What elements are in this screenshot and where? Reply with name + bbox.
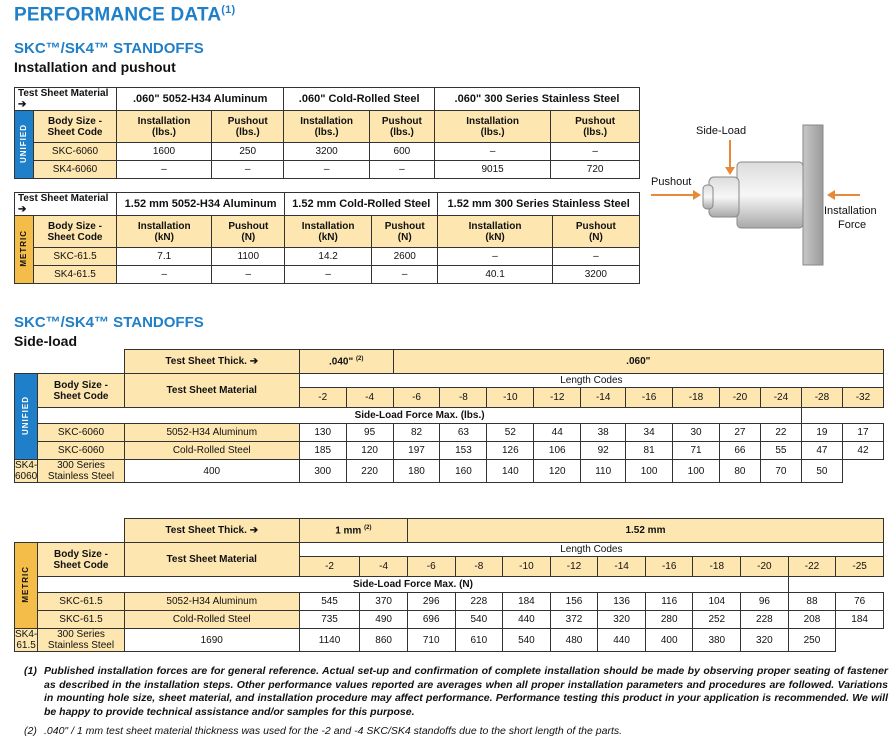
cell: – <box>551 143 640 161</box>
length-code: -8 <box>440 388 487 408</box>
cell: 440 <box>503 611 551 629</box>
cell: 1600 <box>117 143 212 161</box>
length-code: -16 <box>626 388 673 408</box>
thickness-label: Test Sheet Thick. ➔ <box>124 350 299 374</box>
length-code: -16 <box>645 557 693 577</box>
cell: 55 <box>760 442 801 460</box>
row-code: SKC-6060 <box>34 143 117 161</box>
row-code: SK4-6060 <box>34 161 117 179</box>
side-load-table-unified <box>14 349 884 483</box>
body-size-label: Body Size - Sheet Code <box>34 111 117 143</box>
cell: 1140 <box>299 629 360 652</box>
cell: 63 <box>440 424 487 442</box>
material-header: 1.52 mm Cold-Rolled Steel <box>285 193 438 216</box>
cell: 96 <box>741 593 789 611</box>
footnote-2: (2) .040" / 1 mm test sheet material thickness was used for the -2 and -4 SKC/SK4 standoffs due to the short length of the parts. <box>24 725 623 737</box>
cell: – <box>117 161 212 179</box>
col-header: Installation (lbs.) <box>284 111 369 143</box>
length-codes-label: Length Codes <box>299 374 883 388</box>
cell: – <box>284 161 369 179</box>
metric-side-label: METRIC <box>15 543 38 629</box>
cell: 130 <box>299 424 346 442</box>
body-size-label: Body Size - Sheet Code <box>34 216 117 248</box>
cell: 126 <box>487 442 534 460</box>
cell: 160 <box>440 460 487 483</box>
cell: 95 <box>346 424 393 442</box>
length-code: -20 <box>741 557 789 577</box>
length-code: -12 <box>550 557 598 577</box>
metric-side-label: METRIC <box>15 216 34 284</box>
cell: 400 <box>124 460 299 483</box>
cell: 153 <box>440 442 487 460</box>
cell: 545 <box>299 593 360 611</box>
thickness-b: 1.52 mm <box>407 519 883 543</box>
cell: 80 <box>719 460 760 483</box>
cell: 7.1 <box>117 248 212 266</box>
cell: 50 <box>801 460 842 483</box>
cell: – <box>552 248 639 266</box>
cell: 136 <box>598 593 646 611</box>
cell: 696 <box>407 611 455 629</box>
cell: 40.1 <box>438 266 552 284</box>
body-size-label: Body Size - Sheet Code <box>38 374 125 408</box>
cell: – <box>212 266 285 284</box>
cell: 92 <box>581 442 626 460</box>
material-header: .060" Cold-Rolled Steel <box>284 88 435 111</box>
cell: 228 <box>455 593 503 611</box>
side-load-table-metric <box>14 518 884 652</box>
pushout-label: Pushout <box>651 176 692 188</box>
cell: 184 <box>503 593 551 611</box>
row-material: 300 Series Stainless Steel <box>38 460 125 483</box>
material-header: 1.52 mm 5052-H34 Aluminum <box>117 193 285 216</box>
length-code: -25 <box>836 557 884 577</box>
table-row <box>15 460 884 483</box>
cell: 66 <box>719 442 760 460</box>
cell: 228 <box>741 611 789 629</box>
row-code: SKC-61.5 <box>38 611 125 629</box>
col-header: Pushout (lbs.) <box>551 111 640 143</box>
row-material: 300 Series Stainless Steel <box>38 629 125 652</box>
cell: 208 <box>788 611 836 629</box>
length-codes-label: Length Codes <box>299 543 883 557</box>
length-code: -4 <box>360 557 408 577</box>
test-material-label: Test Sheet Material ➔ <box>15 193 117 216</box>
cell: 52 <box>487 424 534 442</box>
footnote-1: (1) Published installation forces are for general reference. Actual set-up and confirmation of complete installation should be made by observing proper seating of fastener as described in the installation steps. Other performance values reported are averages when all proper installation parameters and procedures are followed. Variations in mounting hole size, sheet material, and installation procedure may affect performance. Performance testing this product in your application is recommended. We will be happy to provide technical assistance and/or samples for this purpose. <box>24 665 888 718</box>
cell: 17 <box>842 424 883 442</box>
row-code: SKC-6060 <box>38 424 125 442</box>
cell: 1690 <box>124 629 299 652</box>
cell: 88 <box>788 593 836 611</box>
cell: 140 <box>487 460 534 483</box>
length-code: -2 <box>299 388 346 408</box>
col-header: Pushout (N) <box>552 216 639 248</box>
force-label: Side-Load Force Max. (lbs.) <box>38 408 802 424</box>
standoff-force-diagram <box>645 115 890 275</box>
cell: 81 <box>626 442 673 460</box>
length-code: -2 <box>299 557 360 577</box>
col-header: Installation (kN) <box>285 216 372 248</box>
cell: 1100 <box>212 248 285 266</box>
thickness-a: .040" $^{(2)}$ <box>299 350 393 374</box>
cell: 76 <box>836 593 884 611</box>
cell: – <box>434 143 550 161</box>
cell: – <box>212 161 284 179</box>
cell: 14.2 <box>285 248 372 266</box>
col-header: Installation (kN) <box>117 216 212 248</box>
cell: 185 <box>299 442 346 460</box>
cell: 735 <box>299 611 360 629</box>
cell: 106 <box>534 442 581 460</box>
force-label: Force <box>838 219 867 231</box>
cell: 184 <box>836 611 884 629</box>
cell: 44 <box>534 424 581 442</box>
install-table-metric <box>14 192 640 284</box>
cell: 82 <box>393 424 440 442</box>
standoff-body <box>737 162 803 228</box>
length-code: -10 <box>503 557 551 577</box>
cell: 197 <box>393 442 440 460</box>
length-code: -18 <box>693 557 741 577</box>
length-code: -20 <box>719 388 760 408</box>
section1-subheading: Installation and pushout <box>14 59 176 75</box>
section2-heading: SKC™/SK4™ STANDOFFS <box>14 314 204 331</box>
cell: 120 <box>534 460 581 483</box>
cell: 710 <box>407 629 455 652</box>
col-header: Pushout (lbs.) <box>369 111 434 143</box>
material-col-label: Test Sheet Material <box>124 374 299 408</box>
cell: 720 <box>551 161 640 179</box>
length-code: -14 <box>598 557 646 577</box>
cell: 100 <box>626 460 673 483</box>
table-row <box>15 143 640 161</box>
col-header: Pushout (N) <box>212 216 285 248</box>
cell: 71 <box>673 442 720 460</box>
length-code: -12 <box>534 388 581 408</box>
cell: 320 <box>741 629 789 652</box>
row-material: Cold-Rolled Steel <box>124 442 299 460</box>
material-col-label: Test Sheet Material <box>124 543 299 577</box>
thickness-b: .060" <box>393 350 883 374</box>
cell: 600 <box>369 143 434 161</box>
cell: 540 <box>503 629 551 652</box>
material-header: .060" 5052-H34 Aluminum <box>117 88 284 111</box>
row-code: SK4-6060 <box>15 460 38 482</box>
cell: 2600 <box>372 248 438 266</box>
table-row <box>15 593 884 611</box>
length-code: -32 <box>842 388 883 408</box>
col-header: Installation (lbs.) <box>117 111 212 143</box>
length-code: -10 <box>487 388 534 408</box>
installation-label: Installation <box>824 205 877 217</box>
table-row <box>15 424 884 442</box>
length-code: -22 <box>788 557 836 577</box>
cell: 116 <box>645 593 693 611</box>
cell: 47 <box>801 442 842 460</box>
cell: – <box>372 266 438 284</box>
cell: – <box>285 266 372 284</box>
section2-subheading: Side-load <box>14 333 78 349</box>
cell: 156 <box>550 593 598 611</box>
cell: 300 <box>299 460 346 483</box>
cell: 42 <box>842 442 883 460</box>
cell: 280 <box>645 611 693 629</box>
section1-heading: SKC™/SK4™ STANDOFFS <box>14 40 204 57</box>
material-header: .060" 300 Series Stainless Steel <box>434 88 639 111</box>
table-row <box>15 248 640 266</box>
cell: 27 <box>719 424 760 442</box>
col-header: Pushout (N) <box>372 216 438 248</box>
cell: 104 <box>693 593 741 611</box>
cell: 220 <box>346 460 393 483</box>
length-code: -24 <box>760 388 801 408</box>
col-header: Installation (lbs.) <box>434 111 550 143</box>
cell: 120 <box>346 442 393 460</box>
length-code: -28 <box>801 388 842 408</box>
col-header: Pushout (lbs.) <box>212 111 284 143</box>
thickness-a: 1 mm $^{(2)}$ <box>299 519 407 543</box>
cell: 38 <box>581 424 626 442</box>
pushout-arrow <box>651 190 701 200</box>
table-row <box>15 266 640 284</box>
row-material: 5052-H34 Aluminum <box>124 593 299 611</box>
cell: 3200 <box>552 266 639 284</box>
row-code: SKC-61.5 <box>34 248 117 266</box>
cell: – <box>117 266 212 284</box>
cell: – <box>438 248 552 266</box>
cell: 3200 <box>284 143 369 161</box>
cell: 250 <box>212 143 284 161</box>
row-material: 5052-H34 Aluminum <box>124 424 299 442</box>
cell: 372 <box>550 611 598 629</box>
length-code: -6 <box>393 388 440 408</box>
col-header: Installation (kN) <box>438 216 552 248</box>
force-label: Side-Load Force Max. (N) <box>38 577 788 593</box>
length-code: -18 <box>673 388 720 408</box>
table-row <box>15 629 884 652</box>
install-table-unified <box>14 87 640 179</box>
cell: 22 <box>760 424 801 442</box>
cell: 380 <box>693 629 741 652</box>
material-header: 1.52 mm 300 Series Stainless Steel <box>438 193 640 216</box>
cell: 100 <box>673 460 720 483</box>
cell: 70 <box>760 460 801 483</box>
cell: 440 <box>598 629 646 652</box>
side-load-label: Side-Load <box>696 125 747 137</box>
length-code: -8 <box>455 557 503 577</box>
cell: 250 <box>788 629 836 652</box>
body-size-label: Body Size - Sheet Code <box>38 543 125 577</box>
cell: 400 <box>645 629 693 652</box>
cell: 252 <box>693 611 741 629</box>
cell: 9015 <box>434 161 550 179</box>
table-row <box>15 161 640 179</box>
page-title: PERFORMANCE DATA$^{(1)}$ <box>14 4 236 26</box>
thickness-label: Test Sheet Thick. ➔ <box>124 519 299 543</box>
cell: 320 <box>598 611 646 629</box>
row-code: SK4-61.5 <box>15 629 38 651</box>
row-code: SKC-6060 <box>38 442 125 460</box>
sheet-plate <box>803 125 823 265</box>
row-code: SK4-61.5 <box>34 266 117 284</box>
unified-side-label: UNIFIED <box>15 374 38 460</box>
cell: 370 <box>360 593 408 611</box>
cell: 110 <box>581 460 626 483</box>
cell: 34 <box>626 424 673 442</box>
standoff-tip <box>703 185 713 209</box>
cell: 540 <box>455 611 503 629</box>
cell: 30 <box>673 424 720 442</box>
cell: 490 <box>360 611 408 629</box>
cell: 480 <box>550 629 598 652</box>
cell: 296 <box>407 593 455 611</box>
cell: 19 <box>801 424 842 442</box>
installation-force-arrow <box>827 190 860 200</box>
table-row <box>15 442 884 460</box>
cell: – <box>369 161 434 179</box>
test-material-label: Test Sheet Material ➔ <box>15 88 117 111</box>
cell: 180 <box>393 460 440 483</box>
side-load-arrow <box>725 140 735 175</box>
row-material: Cold-Rolled Steel <box>124 611 299 629</box>
cell: 610 <box>455 629 503 652</box>
length-code: -14 <box>581 388 626 408</box>
length-code: -4 <box>346 388 393 408</box>
cell: 860 <box>360 629 408 652</box>
length-code: -6 <box>407 557 455 577</box>
table-row <box>15 611 884 629</box>
row-code: SKC-61.5 <box>38 593 125 611</box>
unified-side-label: UNIFIED <box>15 111 34 179</box>
